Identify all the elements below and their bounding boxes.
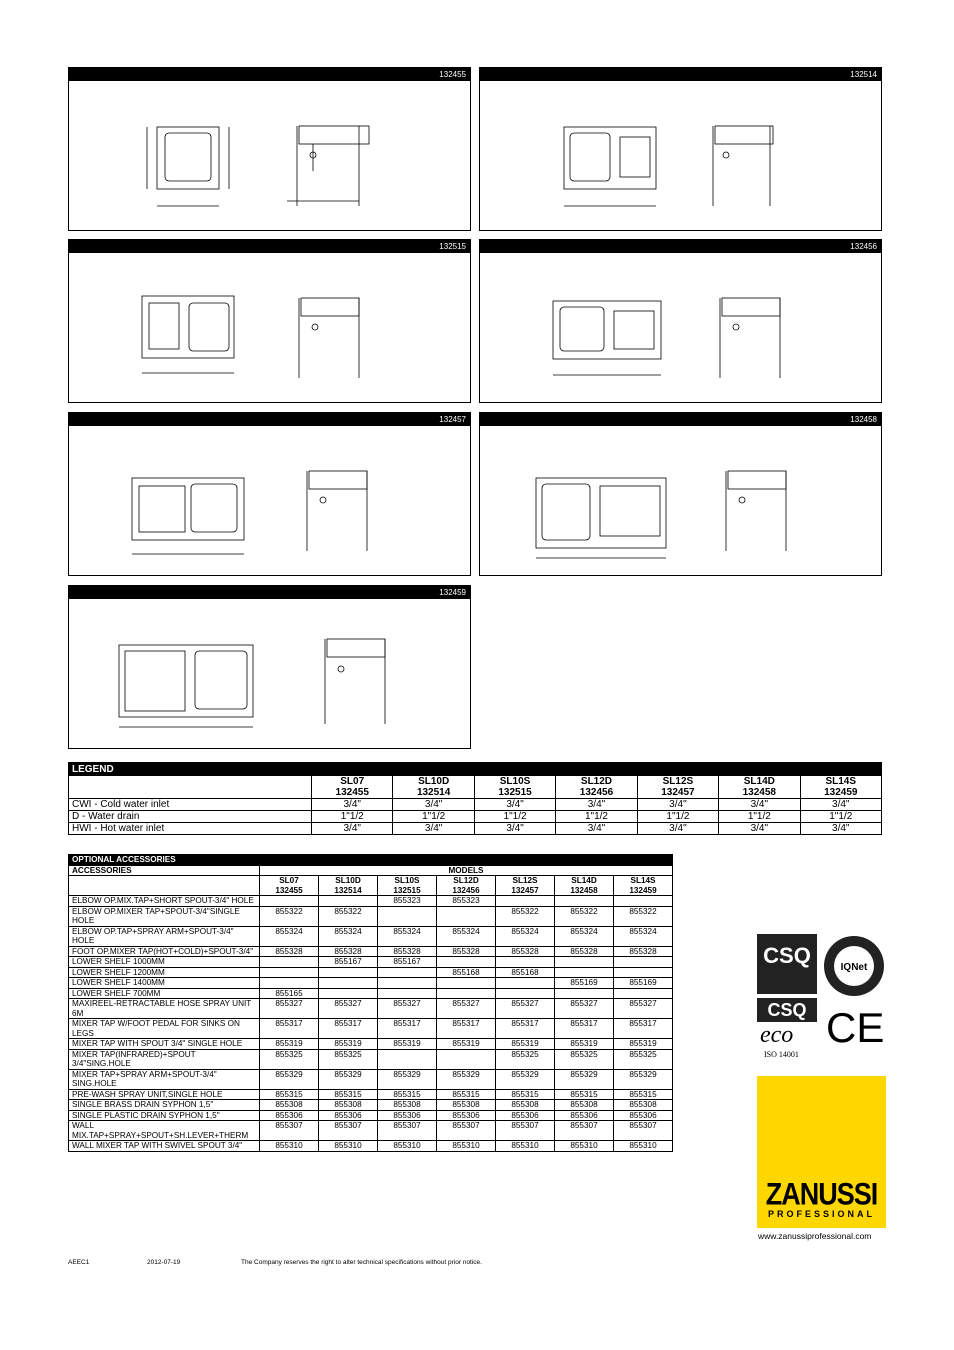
accessory-code: 855329 [555,1069,614,1089]
drawing-code: 132514 [480,68,881,81]
accessory-label: LOWER SHELF 1000MM [69,957,260,968]
accessory-row [69,1019,673,1039]
accessory-code: 855328 [378,946,437,957]
model-header: SL12S 132457 [496,876,555,896]
accessory-label: LOWER SHELF 700MM [69,988,260,999]
csq-eco-logo: CSQ [757,998,817,1022]
accessory-label: WALL MIX.TAP+SPRAY+SPOUT+SH.LEVER+THERM [69,1121,260,1141]
accessory-label: MIXER TAP(INFRARED)+SPOUT 3/4"SING.HOLE [69,1049,260,1069]
accessory-row [69,988,673,999]
model-header: SL12S 132457 [637,776,718,799]
accessory-code: 855168 [496,967,555,978]
accessory-code: 855167 [378,957,437,968]
accessory-code [260,967,319,978]
accessory-label: ELBOW OP.TAP+SPRAY ARM+SPOUT-3/4" HOLE [69,926,260,946]
accessory-code [496,988,555,999]
accessory-code: 855322 [614,906,673,926]
accessory-code: 855310 [378,1141,437,1152]
accessory-row [69,967,673,978]
accessories-table [68,854,673,1152]
accessory-code: 855169 [614,978,673,989]
accessory-code: 855310 [496,1141,555,1152]
accessory-code [437,978,496,989]
accessory-label: ELBOW OP.MIX.TAP+SHORT SPOUT-3/4" HOLE [69,896,260,907]
legend-cell: 3/4" [556,823,637,835]
drawing-code: 132456 [480,240,881,253]
accessory-label: LOWER SHELF 1400MM [69,978,260,989]
drawing-code: 132459 [69,586,470,599]
accessory-code [614,967,673,978]
accessory-code: 855319 [555,1039,614,1050]
accessory-code [437,988,496,999]
model-header: SL10S 132515 [378,876,437,896]
accessory-code: 855328 [437,946,496,957]
accessory-code: 855308 [614,1100,673,1111]
accessory-row [69,926,673,946]
accessory-code: 855306 [260,1110,319,1121]
brand-sub: PROFESSIONAL [767,1209,875,1219]
legend-cell: 3/4" [474,799,555,811]
model-header: SL14D 132458 [719,776,800,799]
accessory-label: SINGLE PLASTIC DRAIN SYPHON 1,5" [69,1110,260,1121]
legend-cell: 3/4" [556,799,637,811]
accessory-code: 855315 [614,1089,673,1100]
accessory-code: 855325 [319,1049,378,1069]
accessory-code [555,896,614,907]
legend-cell: 1"1/2 [556,811,637,823]
legend-cell: 1"1/2 [719,811,800,823]
accessory-label: SINGLE BRASS DRAIN SYPHON 1,5" [69,1100,260,1111]
iqnet-text: IQNet [840,962,868,973]
drawing-code: 132515 [69,240,470,253]
technical-drawing [480,81,881,230]
accessory-code: 855317 [614,1019,673,1039]
doc-date: 2012-07-19 [147,1259,181,1266]
accessory-label: ELBOW OP.MIXER TAP+SPOUT-3/4"SINGLE HOLE [69,906,260,926]
legend-cell: 1"1/2 [637,811,718,823]
accessory-code: 855308 [555,1100,614,1111]
accessory-code [378,978,437,989]
accessory-code: 855319 [378,1039,437,1050]
accessory-code: 855308 [378,1100,437,1111]
accessory-row [69,946,673,957]
accessory-code: 855327 [614,999,673,1019]
accessory-code: 855327 [260,999,319,1019]
accessory-code: 855322 [555,906,614,926]
accessory-code: 855329 [378,1069,437,1089]
accessory-code: 855310 [614,1141,673,1152]
accessory-label: MIXER TAP W/FOOT PEDAL FOR SINKS ON LEGS [69,1019,260,1039]
accessory-code: 855324 [437,926,496,946]
accessory-code: 855306 [496,1110,555,1121]
accessory-code: 855308 [319,1100,378,1111]
accessory-code: 855315 [496,1089,555,1100]
model-header: SL10S 132515 [474,776,555,799]
eco-mark: eco [760,1022,794,1048]
legend-row [69,811,882,823]
accessory-code [319,967,378,978]
accessory-code: 855319 [614,1039,673,1050]
legend-cell: 1"1/2 [800,811,881,823]
accessory-code: 855165 [260,988,319,999]
accessory-code: 855307 [614,1121,673,1141]
model-header: SL10D 132514 [319,876,378,896]
accessory-label: LOWER SHELF 1200MM [69,967,260,978]
accessory-code: 855329 [437,1069,496,1089]
technical-drawing [69,253,470,402]
accessory-code: 855315 [555,1089,614,1100]
legend-cell: 1"1/2 [312,811,393,823]
legend-cell: 1"1/2 [393,811,474,823]
accessory-code [614,988,673,999]
legend-row-label: D - Water drain [69,811,312,823]
accessory-row [69,999,673,1019]
technical-drawing [69,426,470,575]
accessory-code: 855329 [260,1069,319,1089]
drawing-panel-132458 [479,412,882,576]
accessory-label: PRE-WASH SPRAY UNIT,SINGLE HOLE [69,1089,260,1100]
accessory-code [614,957,673,968]
legend-cell: 3/4" [474,823,555,835]
accessory-code: 855325 [260,1049,319,1069]
model-header: SL12D 132456 [556,776,637,799]
accessory-code: 855319 [437,1039,496,1050]
accessory-code: 855322 [319,906,378,926]
accessory-row [69,1121,673,1141]
accessory-code: 855307 [437,1121,496,1141]
accessory-code: 855315 [319,1089,378,1100]
accessory-label: WALL MIXER TAP WITH SWIVEL SPOUT 3/4" [69,1141,260,1152]
accessory-code: 855319 [496,1039,555,1050]
accessory-code: 855308 [260,1100,319,1111]
model-header: SL14D 132458 [555,876,614,896]
accessory-code: 855324 [614,926,673,946]
accessory-code [260,896,319,907]
model-header: SL10D 132514 [393,776,474,799]
accessory-code: 855322 [260,906,319,926]
drawing-panel-132457 [68,412,471,576]
technical-drawing [480,426,881,575]
accessory-code: 855307 [319,1121,378,1141]
accessory-code [496,978,555,989]
model-header: SL14S 132459 [614,876,673,896]
accessory-code [437,906,496,926]
accessory-row [69,1049,673,1069]
accessory-code: 855315 [378,1089,437,1100]
iqnet-logo [822,934,886,998]
accessory-label: MIXER TAP WITH SPOUT 3/4" SINGLE HOLE [69,1039,260,1050]
accessory-row [69,1141,673,1152]
accessory-row [69,957,673,968]
accessory-code: 855307 [260,1121,319,1141]
accessory-code: 855168 [437,967,496,978]
legend-row-label: CWI - Cold water inlet [69,799,312,811]
accessory-code: 855306 [437,1110,496,1121]
accessory-code: 855169 [555,978,614,989]
drawing-code: 132458 [480,413,881,426]
iso-label: ISO 14001 [764,1050,799,1059]
accessory-row [69,1069,673,1089]
accessory-row [69,1110,673,1121]
legend-cell: 3/4" [393,823,474,835]
accessory-code: 855317 [496,1019,555,1039]
accessory-code [555,967,614,978]
legend-cell: 3/4" [312,799,393,811]
accessory-code: 855327 [496,999,555,1019]
accessory-row [69,1089,673,1100]
drawing-panel-132456 [479,239,882,403]
accessory-code: 855327 [555,999,614,1019]
accessory-label: MAXIREEL-RETRACTABLE HOSE SPRAY UNIT 6M [69,999,260,1019]
accessory-code: 855308 [437,1100,496,1111]
technical-drawing [69,599,470,748]
accessory-code: 855317 [555,1019,614,1039]
legend-title: LEGEND [69,763,882,776]
doc-notice: The Company reserves the right to alter technical specifications without prior notice. [241,1259,482,1266]
legend-cell: 3/4" [800,823,881,835]
accessory-code: 855307 [555,1121,614,1141]
accessory-code: 855329 [319,1069,378,1089]
accessory-code: 855317 [319,1019,378,1039]
accessory-code: 855325 [555,1049,614,1069]
legend-cell: 3/4" [719,799,800,811]
models-column-header: MODELS [260,865,673,876]
accessory-code [319,978,378,989]
accessory-code: 855315 [260,1089,319,1100]
accessory-code [378,988,437,999]
accessory-row [69,906,673,926]
legend-cell: 3/4" [637,799,718,811]
accessory-code: 855319 [260,1039,319,1050]
accessory-code: 855324 [319,926,378,946]
accessory-code: 855310 [555,1141,614,1152]
legend-cell: 3/4" [637,823,718,835]
drawing-code: 132455 [69,68,470,81]
legend-cell: 3/4" [719,823,800,835]
legend-row-label: HWI - Hot water inlet [69,823,312,835]
accessory-code: 855323 [437,896,496,907]
accessory-code: 855167 [319,957,378,968]
accessory-code [319,988,378,999]
brand-url[interactable]: www.zanussiprofessional.com [758,1231,872,1241]
legend-table [68,762,882,835]
accessory-code: 855306 [555,1110,614,1121]
accessory-code: 855317 [378,1019,437,1039]
drawing-panel-132459 [68,585,471,749]
accessory-code: 855310 [319,1141,378,1152]
accessory-code: 855327 [378,999,437,1019]
accessory-code: 855307 [496,1121,555,1141]
accessory-code: 855324 [260,926,319,946]
accessory-code: 855317 [437,1019,496,1039]
legend-row [69,823,882,835]
model-header: SL14S 132459 [800,776,881,799]
legend-cell: 3/4" [800,799,881,811]
csq-logo: CSQ [757,934,817,994]
accessory-code [319,896,378,907]
accessory-code: 855306 [614,1110,673,1121]
drawing-panel-132514 [479,67,882,231]
accessory-code [437,1049,496,1069]
accessory-label: FOOT OP.MIXER TAP(HOT+COLD)+SPOUT-3/4" [69,946,260,957]
accessories-title: OPTIONAL ACCESSORIES [69,855,673,866]
legend-row [69,799,882,811]
accessory-code [496,896,555,907]
accessory-code [555,988,614,999]
brand-name: ZANUSSI [765,1176,878,1212]
legend-models-row [69,776,882,799]
accessory-row [69,1039,673,1050]
accessory-code: 855323 [378,896,437,907]
accessory-code: 855329 [496,1069,555,1089]
model-header: SL07 132455 [260,876,319,896]
accessory-code: 855329 [614,1069,673,1089]
accessory-code: 855317 [260,1019,319,1039]
drawing-panel-132455 [68,67,471,231]
accessory-code: 855328 [614,946,673,957]
accessory-code: 855324 [378,926,437,946]
model-header: SL12D 132456 [437,876,496,896]
accessories-models-row [69,876,673,896]
doc-code: AEEC1 [68,1259,90,1266]
accessory-code [496,957,555,968]
accessory-code: 855310 [260,1141,319,1152]
accessory-code: 855328 [319,946,378,957]
accessory-code: 855327 [319,999,378,1019]
accessory-code: 855328 [260,946,319,957]
accessory-code [378,906,437,926]
accessory-code: 855327 [437,999,496,1019]
accessory-code: 855328 [496,946,555,957]
accessory-code: 855308 [496,1100,555,1111]
zanussi-brand-block [757,1076,886,1228]
drawing-panel-132515 [68,239,471,403]
drawing-code: 132457 [69,413,470,426]
model-header: SL07 132455 [312,776,393,799]
accessory-code: 855307 [378,1121,437,1141]
accessory-code [614,896,673,907]
accessory-code: 855306 [319,1110,378,1121]
accessory-code [260,978,319,989]
accessory-code [378,967,437,978]
legend-cell: 3/4" [312,823,393,835]
accessory-code [260,957,319,968]
ce-mark: CE [826,1004,885,1051]
accessory-label: MIXER TAP+SPRAY ARM+SPOUT-3/4" SING.HOLE [69,1069,260,1089]
accessory-code [437,957,496,968]
accessory-code: 855325 [614,1049,673,1069]
accessory-code: 855319 [319,1039,378,1050]
accessory-row [69,1100,673,1111]
accessory-code: 855325 [496,1049,555,1069]
accessory-code: 855315 [437,1089,496,1100]
accessory-code: 855324 [496,926,555,946]
accessories-column-header: ACCESSORIES [69,865,260,876]
legend-cell: 3/4" [393,799,474,811]
accessory-code: 855324 [555,926,614,946]
legend-cell: 1"1/2 [474,811,555,823]
technical-drawing [69,81,470,230]
accessory-code: 855306 [378,1110,437,1121]
accessory-code [555,957,614,968]
technical-drawing [480,253,881,402]
accessory-code [378,1049,437,1069]
accessory-row [69,896,673,907]
accessory-row [69,978,673,989]
accessory-code: 855328 [555,946,614,957]
accessory-code: 855322 [496,906,555,926]
accessory-code: 855310 [437,1141,496,1152]
